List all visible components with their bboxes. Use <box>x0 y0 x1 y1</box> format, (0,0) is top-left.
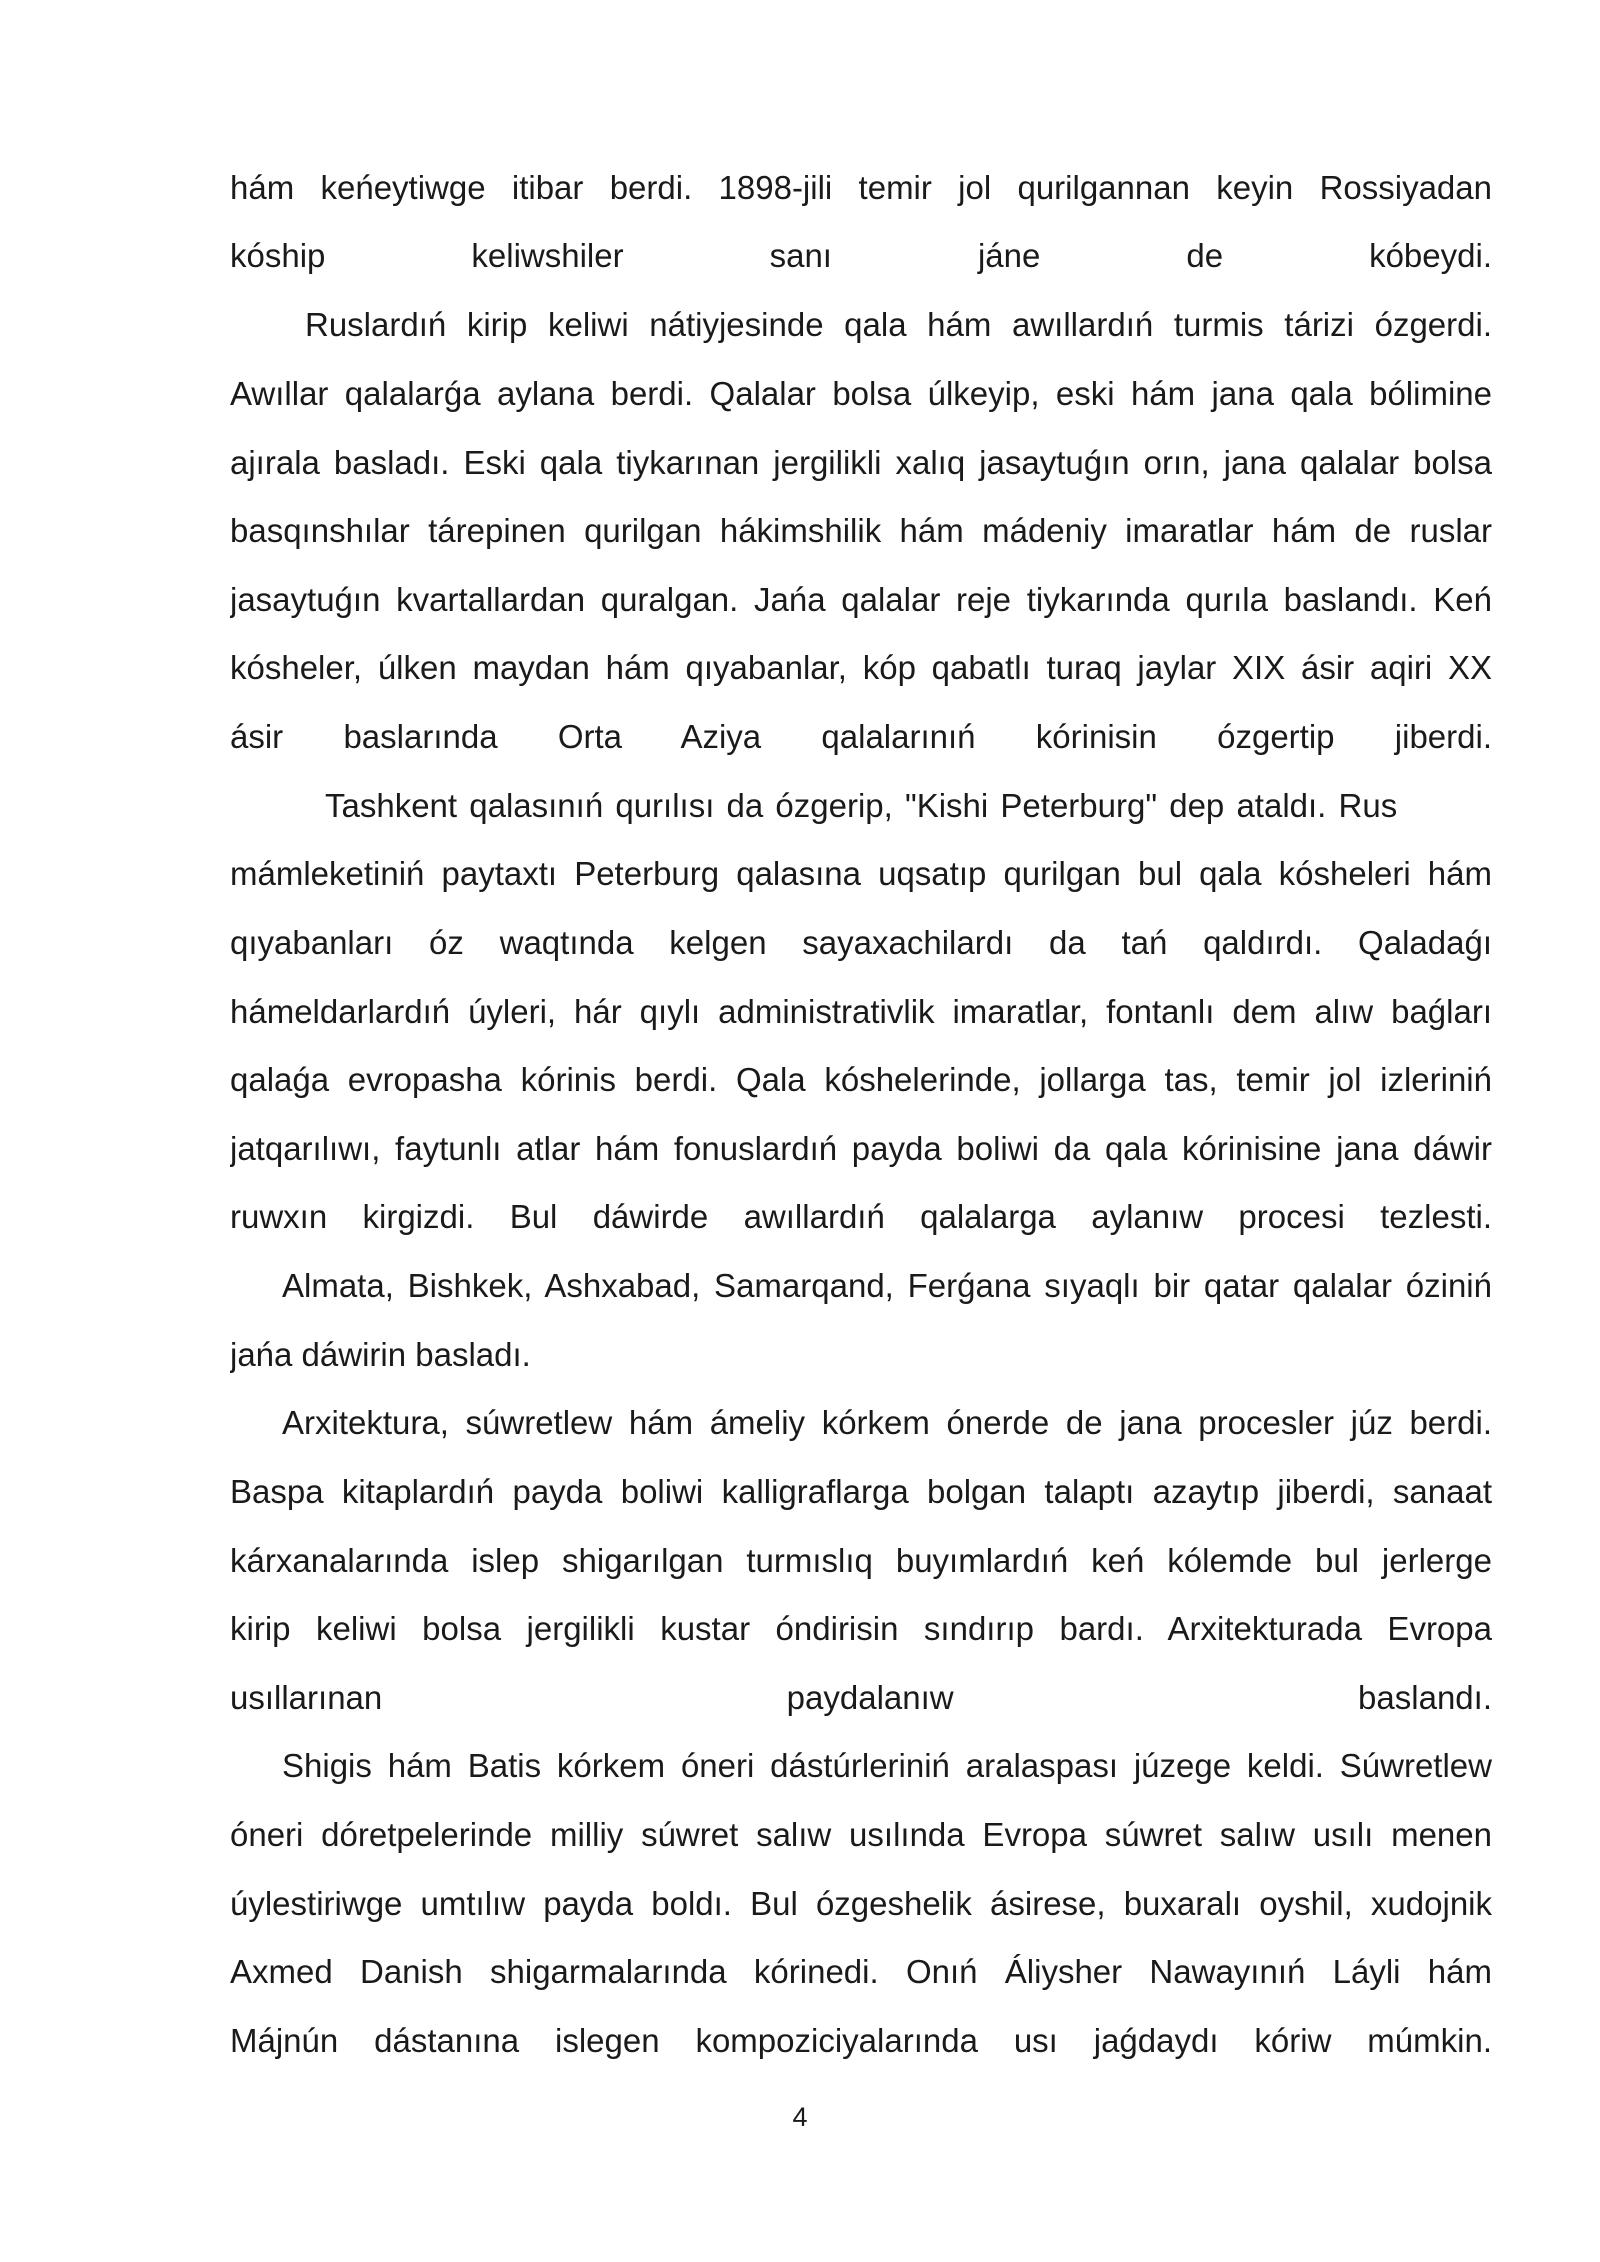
text-line: mámleketiniń paytaxtı Peterburg qalasına uqsatıp qurilgan bul qala kósheleri hám <box>230 855 1492 892</box>
text-line: jasaytuǵın kvartallardan quralgan. Jańa qalalar reje tiykarında qurıla baslandı. Keń <box>230 581 1492 618</box>
text-line: qalaǵa evropasha kórinis berdi. Qala kóshelerinde, jollarga tas, temir jol izleriniń <box>230 1061 1492 1098</box>
text-line: Awıllar qalalarǵa aylana berdi. Qalalar bolsa úlkeyip, eski hám jana qala bólimine <box>230 375 1492 412</box>
text-line: Tashkent qalasınıń qurılısı da ózgerip, "Kishi Peterburg" dep ataldı. Rus <box>325 787 1398 824</box>
text-line: kárxanalarında islep shigarılgan turmıslıq buyımlardıń keń kólemde bul jerlerge <box>230 1542 1492 1579</box>
text-line: jatqarılıwı, faytunlı atlar hám fonuslardıń payda boliwi da qala kórinisine jana dáwir <box>230 1130 1492 1167</box>
text-line: ajırala basladı. Eski qala tiykarınan jergilikli xalıq jasaytuǵın orın, jana qalalar bolsa <box>230 444 1492 481</box>
text-line: Baspa kitaplardıń payda boliwi kalligraflarga bolgan talaptı azaytıp jiberdi, sanaat <box>230 1473 1492 1510</box>
text-line: Ruslardıń kirip keliwi nátiyjesinde qala hám awıllardıń turmis tárizi ózgerdi. <box>305 306 1492 343</box>
text-line: Májnún dástanına islegen kompoziciyalarında usı jaǵdaydı kóriw múmkin. <box>230 2022 1492 2059</box>
text-line: ruwxın kirgizdi. Bul dáwirde awıllardıń qalalarga aylanıw procesi tezlesti. <box>230 1198 1492 1235</box>
text-line: úylestiriwge umtılıw payda boldı. Bul ózgeshelik ásirese, buxaralı oyshil, xudojnik <box>230 1885 1492 1922</box>
text-line: kóship keliwshiler sanı jáne de kóbeydi. <box>230 237 1492 274</box>
text-line: usıllarınan paydalanıw baslandı. <box>230 1679 1492 1716</box>
text-line: kósheler, úlken maydan hám qıyabanlar, kóp qabatlı turaq jaylar XIX ásir aqiri XX <box>230 649 1492 686</box>
text-line: qıyabanları óz waqtında kelgen sayaxachilardı da tań qaldırdı. Qaladaǵı <box>230 924 1492 961</box>
page-number: 4 <box>792 2102 808 2132</box>
text-line: Shigis hám Batis kórkem óneri dástúrleriniń aralaspası júzege keldi. Súwretlew <box>282 1747 1492 1784</box>
text-line: jańa dáwirin basladı. <box>230 1336 531 1373</box>
text-line: kirip keliwi bolsa jergilikli kustar óndirisin sındırıp bardı. Arxitekturada Evropa <box>230 1610 1492 1647</box>
text-line: Almata, Bishkek, Ashxabad, Samarqand, Ferǵana sıyaqlı bir qatar qalalar óziniń <box>282 1267 1492 1304</box>
text-line: óneri dóretpelerinde milliy súwret salıw usılında Evropa súwret salıw usılı menen <box>230 1816 1492 1853</box>
text-line: Arxitektura, súwretlew hám ámeliy kórkem ónerde de jana procesler júz berdi. <box>282 1404 1492 1441</box>
text-line: basqınshılar tárepinen qurilgan hákimshilik hám mádeniy imaratlar hám de ruslar <box>230 512 1492 549</box>
text-line: hám keńeytiwge itibar berdi. 1898-jili temir jol qurilgannan keyin Rossiyadan <box>230 169 1492 206</box>
text-line: ásir baslarında Orta Aziya qalalarınıń kórinisin ózgertip jiberdi. <box>230 718 1492 755</box>
text-line: Axmed Danish shigarmalarında kórinedi. Onıń Áliysher Nawayınıń Láyli hám <box>230 1953 1492 1990</box>
text-line: hámeldarlardıń úyleri, hár qıylı administrativlik imaratlar, fontanlı dem alıw baǵları <box>230 993 1492 1030</box>
